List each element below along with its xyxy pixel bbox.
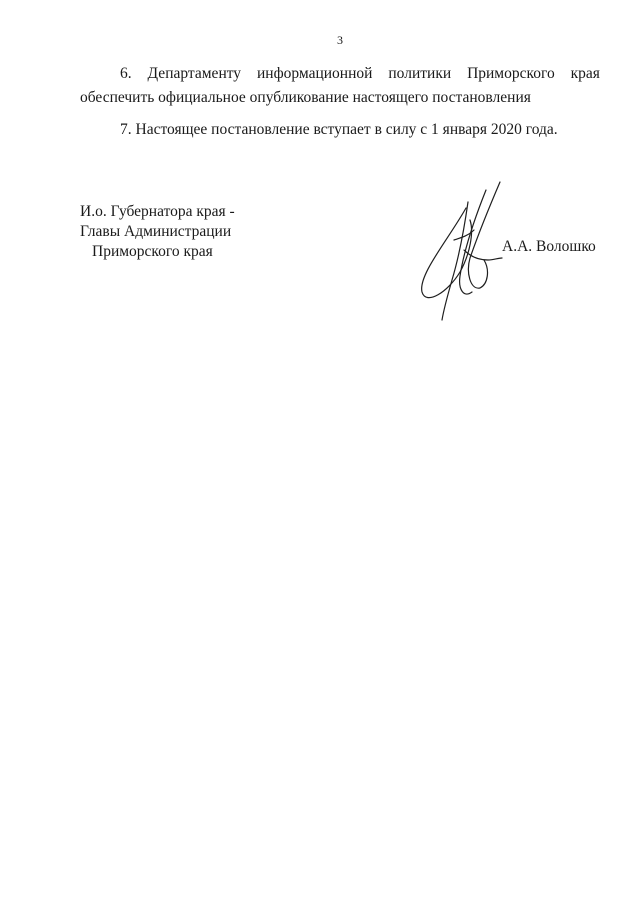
signature-stroke-loop: [422, 208, 472, 298]
signature-stroke-right: [468, 182, 500, 288]
item-6-word-1: Департаменту: [147, 65, 242, 82]
signature-stroke-main: [442, 202, 468, 320]
position-line-1: И.о. Губернатора края -: [80, 203, 235, 220]
signer-name: А.А. Волошко: [502, 238, 596, 255]
position-line-2: Главы Администрации: [80, 223, 232, 240]
item-6-second-line: обеспечить официальное опубликование настоящего постановления: [80, 89, 531, 106]
item-6-word-2: информационной: [256, 65, 373, 82]
item-6-number: 6.: [120, 65, 132, 82]
item-6-word-5: края: [570, 65, 600, 82]
item-6-word-4: Приморского: [467, 65, 555, 82]
item-6-word-3: политики: [388, 65, 452, 82]
position-line-3: Приморского края: [92, 243, 213, 260]
item-6-first-line: [80, 62, 600, 86]
page-number: 3: [337, 33, 343, 47]
signatory-position: [80, 202, 235, 262]
paragraph-item-7: 7. Настоящее постановление вступает в силу с 1 января 2020 года.: [120, 121, 558, 138]
signature-stroke-inner: [460, 190, 486, 294]
handwritten-signature: [408, 180, 508, 325]
paragraph-item-6: [80, 62, 600, 110]
